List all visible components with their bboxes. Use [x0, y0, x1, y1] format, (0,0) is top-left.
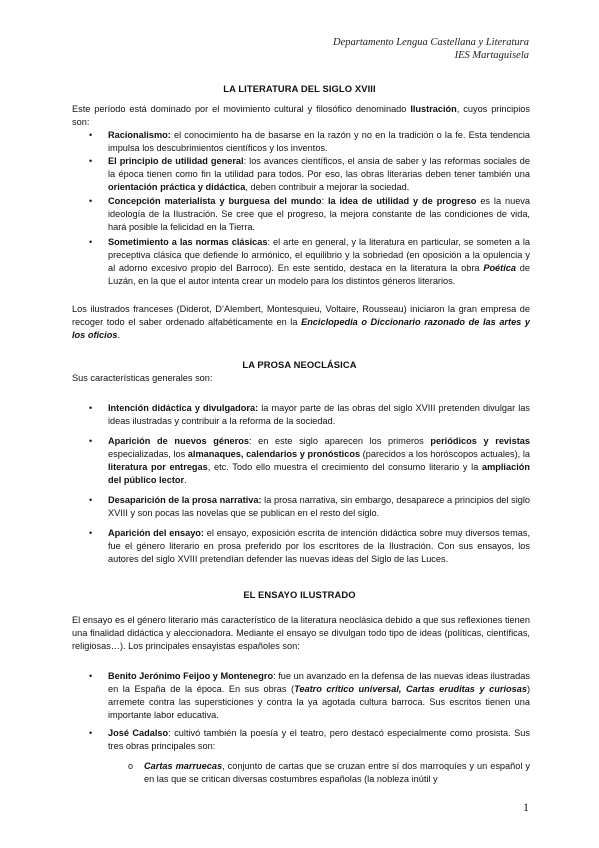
- bullet-icon: •: [89, 528, 93, 538]
- section-title-literatura: LA LITERATURA DEL SIGLO XVIII: [223, 83, 376, 94]
- list-item-intencion: Intención didáctica y divulgadora: la mayor parte de las obras del siglo XVIII pretenden divulgar las ideas ilustradas y contribuir a la reforma de la sociedad.: [108, 403, 530, 427]
- list-item-concepcion: Concepción materialista y burguesa del mundo: la idea de utilidad y de progreso es la nueva ideología de la Ilustración. Se cree que el progreso, la mejora constante de las condiciones de vida, hará posible la felicidad en la Tierra.: [108, 196, 531, 233]
- bullet-icon: •: [89, 436, 93, 446]
- intro-paragraph: Este período está dominado por el movimiento cultural y filosófico denominado Ilustración, cuyos principios son:: [72, 104, 530, 128]
- closing-paragraph: Los ilustrados franceses (Diderot, D’Alembert, Montesquieu, Voltaire, Rousseau) iniciaron la gran empresa de recoger todo el saber ordenado alfabéticamente en la Enciclopedia o Diccionario razonado de las artes y los oficios.: [72, 304, 531, 341]
- bullet-icon: •: [89, 237, 93, 247]
- bullet-icon: •: [89, 728, 93, 738]
- list-item-racionalismo: Racionalismo: el conocimiento ha de basarse en la razón y no en la tradición o la fe. Esta tendencia impulsa los descubrimientos científicos y los inventos.: [108, 130, 530, 154]
- prosa-intro: Sus características generales son:: [72, 373, 213, 383]
- bullet-icon: •: [89, 130, 93, 140]
- list-item-ensayo: Aparición del ensayo: el ensayo, exposición escrita de intención didáctica sobre muy diversos temas, fue el género literario en prosa preferido por los escritores de la Ilustración. Con sus ensayos, los autores del siglo XVIII pretendían defender las nuevas ideas del Siglo de las Luces.: [108, 528, 530, 565]
- list-item-utilidad: El principio de utilidad general: los avances científicos, el ansia de saber y las reformas sociales de la época tienen como fin la utilidad para todos. Por eso, las obras literarias deben tener también una orientación práctica y didáctica, deben contribuir a mejorar la sociedad.: [108, 156, 530, 193]
- header-school: IES Martaguisela: [454, 50, 529, 61]
- bullet-icon: •: [89, 671, 93, 681]
- ensayo-intro: El ensayo es el género literario más característico de la literatura neoclásica debido a que sus reflexiones tienen una finalidad didáctica y aleccionadora. Mediante el ensayo se divulgan todo tipo de ideas (políticas, científicas, religiosas…). Los principales ensayistas españoles son:: [72, 615, 530, 652]
- subbullet-icon: o: [128, 761, 134, 771]
- list-item-feijoo: Benito Jerónimo Feijoo y Montenegro: fue un avanzado en la defensa de las nuevas ideas ilustradas en la España de la época. En sus obras (Teatro crítico universal, Cartas eruditas y curiosas) arremete contra las supersticiones y contra la ya agotada cultura barroca. Sus escritos tienen una importante labor educativa.: [108, 671, 530, 721]
- header-department: Departamento Lengua Castellana y Literatura: [333, 37, 529, 48]
- bullet-icon: •: [89, 495, 93, 505]
- list-item-desaparicion: Desaparición de la prosa narrativa: la prosa narrativa, sin embargo, desaparece a principios del siglo XVIII y son pocas las novelas que se publican en el resto del siglo.: [108, 495, 530, 519]
- bullet-icon: •: [89, 156, 93, 166]
- sublist-item-cartas: Cartas marruecas, conjunto de cartas que se cruzan entre sí dos marroquíes y un español y en las que se critican diversas costumbres españolas (la nobleza inútil y: [144, 761, 530, 785]
- list-item-normas: Sometimiento a las normas clásicas: el arte en general, y la literatura en particular, se someten a la preceptiva clásica que defiende lo armónico, el equilibrio y la sobriedad (en oposición a la opulencia y al adorno excesivo propio del Barroco). En este sentido, destaca en la literatura la obra Poética de Luzán, en la que el autor intenta crear un modelo para los distintos géneros literarios.: [108, 237, 530, 287]
- list-item-cadalso: José Cadalso: cultivó también la poesía y el teatro, pero destacó especialmente como prosista. Sus tres obras principales son:: [108, 728, 531, 752]
- section-title-ensayo: EL ENSAYO ILUSTRADO: [243, 589, 356, 600]
- section-title-prosa: LA PROSA NEOCLÁSICA: [242, 359, 357, 370]
- page-number: 1: [523, 800, 529, 814]
- list-item-nuevos-generos: Aparición de nuevos géneros: en este siglo aparecen los primeros periódicos y revistas especializadas, los almanaques, calendarios y pronósticos (parecidos a los horóscopos actuales), la literatura por entregas, etc. Todo ello muestra el crecimiento del consumo literario y la ampliación del público lector.: [108, 436, 530, 486]
- bullet-icon: •: [89, 403, 93, 413]
- bullet-icon: •: [89, 196, 93, 206]
